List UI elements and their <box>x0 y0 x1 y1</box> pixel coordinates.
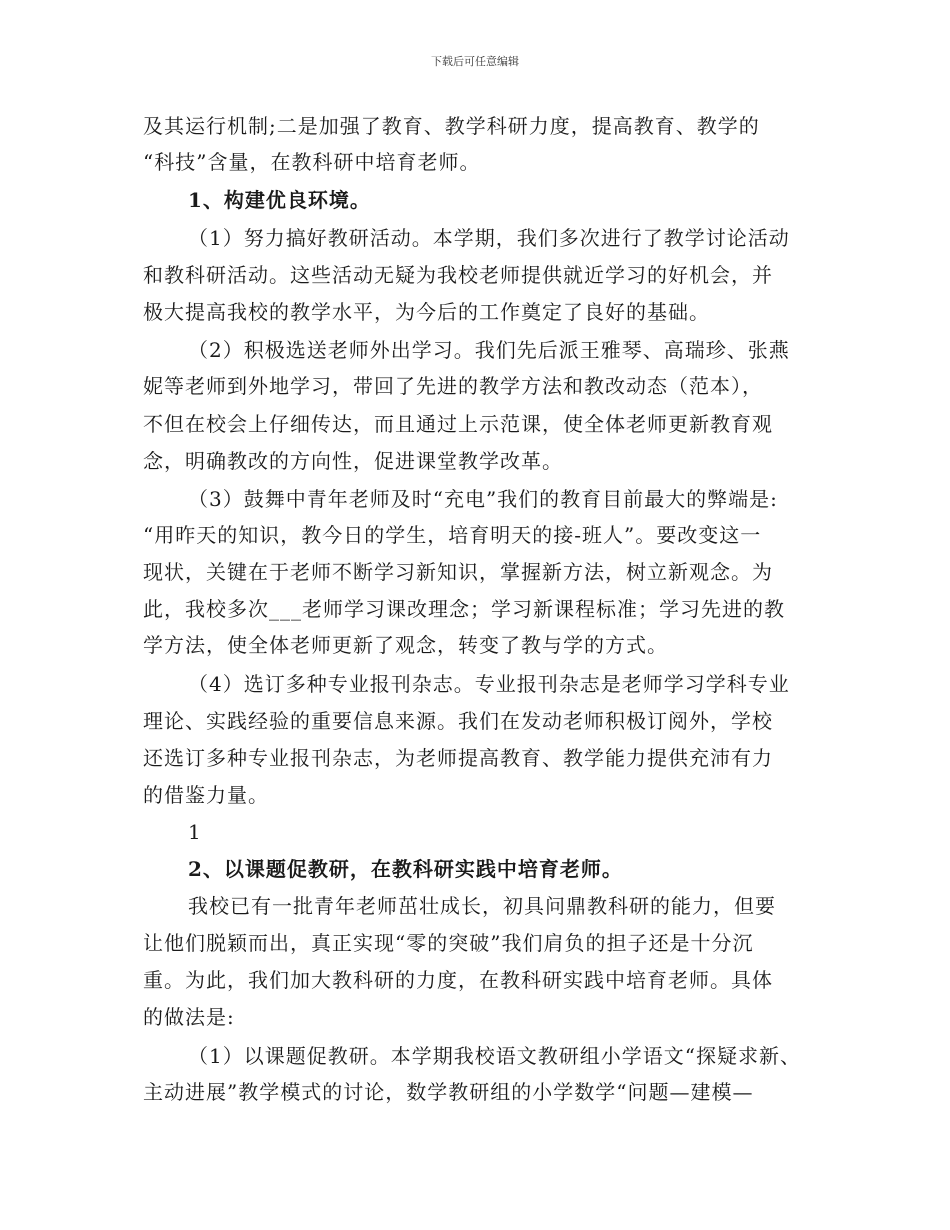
text-line: （1）努力搞好教研活动。本学期，我们多次进行了教学讨论活动 <box>188 226 790 250</box>
text-line: 此，我校多次___老师学习课改理念；学习新课程标准；学习先进的教 <box>143 597 785 621</box>
section-heading: 2、以课题促教研，在教科研实践中培育老师。 <box>188 857 623 881</box>
text-line: 妮等老师到外地学习，带回了先进的教学方法和教改动态（范本）， <box>143 374 763 398</box>
page-header: 下载后可任意编辑 <box>431 55 519 68</box>
text-line: 理论、实践经验的重要信息来源。我们在发动老师积极订阅外，学校 <box>143 709 773 733</box>
section-heading: 1、构建优良环境。 <box>188 188 371 212</box>
text-line: 极大提高我校的教学水平，为今后的工作奠定了良好的基础。 <box>143 300 710 324</box>
text-line: （2）积极选送老师外出学习。我们先后派王雅琴、高瑞珍、张燕 <box>188 338 790 362</box>
text-line: “科技”含量，在教科研中培育老师。 <box>143 150 481 174</box>
text-line: 的做法是: <box>143 1005 235 1029</box>
text-line: “用昨天的知识，教今日的学生，培育明天的接-班人”。要改变这一 <box>143 523 762 547</box>
text-line: 主动进展”教学模式的讨论，数学教研组的小学数学“问题—建模— <box>143 1080 754 1104</box>
text-line: 及其运行机制;二是加强了教育、教学科研力度，提高教育、教学的 <box>143 114 760 138</box>
text-line: 和教科研活动。这些活动无疑为我校老师提供就近学习的好机会，并 <box>143 263 773 287</box>
text-line: （1）以课题促教研。本学期我校语文教研组小学语文“探疑求新、 <box>188 1044 801 1068</box>
text-line: 不但在校会上仔细传达，而且通过上示范课，使全体老师更新教育观 <box>143 412 773 436</box>
text-line: 让他们脱颖而出，真正实现“零的突破”我们肩负的担子还是十分沉 <box>143 931 754 955</box>
text-line: 还选订多种专业报刊杂志，为老师提高教育、教学能力提供充沛有力 <box>143 746 773 770</box>
text-line: 我校已有一批青年老师茁壮成长，初具问鼎教科研的能力，但要 <box>188 894 776 918</box>
text-line: （3）鼓舞中青年老师及时“充电”我们的教育目前最大的弊端是: <box>188 487 778 511</box>
text-line: 重。为此，我们加大教科研的力度，在教科研实践中培育老师。具体 <box>143 968 773 992</box>
text-line: 念，明确教改的方向性，促进课堂教学改革。 <box>143 449 563 473</box>
text-line: 学方法，使全体老师更新了观念，转变了教与学的方式。 <box>143 633 668 657</box>
text-line: 的借鉴力量。 <box>143 783 269 807</box>
page-number: 1 <box>188 820 202 844</box>
text-line: 现状，关键在于老师不断学习新知识，掌握新方法，树立新观念。为 <box>143 560 773 584</box>
text-line: （4）选订多种专业报刊杂志。专业报刊杂志是老师学习学科专业 <box>188 672 790 696</box>
